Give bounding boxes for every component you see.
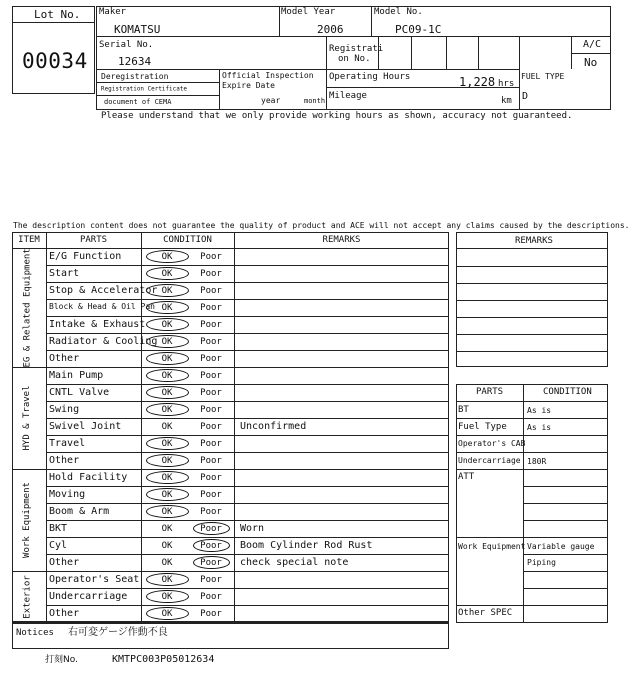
work-equipment-label: Work Equipment xyxy=(458,542,526,551)
poor-option[interactable]: Poor xyxy=(200,473,222,483)
poor-option[interactable]: Poor xyxy=(200,371,222,381)
hrs-unit: hrs xyxy=(498,79,515,89)
part-name: Swivel Joint xyxy=(49,421,122,432)
right-cond-bt: As is xyxy=(527,406,552,415)
stamp-number: KMTPC003P05012634 xyxy=(112,654,215,665)
ac-label: A/C xyxy=(583,39,602,50)
part-name: Boom & Arm xyxy=(49,506,110,517)
lot-number: 00034 xyxy=(22,49,88,73)
poor-option[interactable]: Poor xyxy=(200,286,222,296)
mileage-label: Mileage xyxy=(329,91,367,101)
row-divider xyxy=(46,384,449,385)
group-label: Work Equipment xyxy=(22,482,32,558)
remark-text: check special note xyxy=(240,557,349,568)
poor-option[interactable]: Poor xyxy=(200,439,222,449)
ok-selected-circle xyxy=(146,437,189,450)
ok-option[interactable]: OK xyxy=(161,558,173,568)
operating-hours-label: Operating Hours xyxy=(329,72,411,82)
row-divider xyxy=(46,588,449,589)
row-divider xyxy=(46,503,449,504)
model-no-value: PC09-1C xyxy=(395,23,442,36)
right-part-undercarriage: Undercarriage xyxy=(458,456,521,465)
poor-option[interactable]: Poor xyxy=(200,575,222,585)
serial-label: Serial No. xyxy=(99,40,154,50)
work-equipment-value-2: Piping xyxy=(527,558,556,567)
ok-selected-circle xyxy=(146,301,189,314)
row-divider xyxy=(46,316,449,317)
ok-option[interactable]: OK xyxy=(161,490,173,500)
ok-selected-circle xyxy=(146,386,189,399)
column-divider xyxy=(46,232,47,622)
ok-option[interactable]: OK xyxy=(161,371,173,381)
cema-label: document of CEMA xyxy=(104,98,172,106)
ok-selected-circle xyxy=(146,335,189,348)
part-name: Stop & Accelerator xyxy=(49,285,158,296)
header-parts: PARTS xyxy=(79,235,108,245)
ac-value: No xyxy=(584,56,598,69)
poor-selected-circle xyxy=(193,556,230,569)
remark-text: Worn xyxy=(240,523,265,534)
ok-option[interactable]: OK xyxy=(161,507,173,517)
remark-text: Boom Cylinder Rod Rust xyxy=(240,540,373,551)
part-name: CNTL Valve xyxy=(49,387,110,398)
row-divider xyxy=(46,486,449,487)
operating-hours-value: 1,228 xyxy=(459,75,496,89)
group-label: Exterior xyxy=(22,574,32,619)
registration-label-2: on No. xyxy=(338,54,371,64)
header-remarks: REMARKS xyxy=(322,235,361,245)
ok-selected-circle xyxy=(146,369,189,382)
ok-selected-circle xyxy=(146,488,189,501)
part-name: Swing xyxy=(49,404,80,415)
part-name: Other xyxy=(49,353,80,364)
row-divider xyxy=(46,452,449,453)
part-name: Other xyxy=(49,557,80,568)
poor-option[interactable]: Poor xyxy=(200,303,222,313)
inspection-label-1: Official Inspection xyxy=(222,71,314,80)
part-name: Travel xyxy=(49,438,86,449)
ok-option[interactable]: OK xyxy=(161,354,173,364)
ok-selected-circle xyxy=(146,403,189,416)
remark-text: Unconfirmed xyxy=(240,421,307,432)
row-divider xyxy=(46,350,449,351)
part-name: Hold Facility xyxy=(49,472,128,483)
ok-option[interactable]: OK xyxy=(161,592,173,602)
poor-selected-circle xyxy=(193,522,230,535)
poor-option[interactable]: Poor xyxy=(200,252,222,262)
row-divider xyxy=(46,265,449,266)
right-cond-fuel: As is xyxy=(527,423,552,432)
ok-selected-circle xyxy=(146,505,189,518)
ok-option[interactable]: OK xyxy=(161,252,173,262)
lot-divider xyxy=(12,22,95,23)
lot-label: Lot No. xyxy=(34,8,81,21)
registration-certificate-label: Registration Certificate xyxy=(101,85,187,92)
part-name: Operator's Seat xyxy=(49,574,140,585)
disclaimer: The description content does not guarantee the quality of product and ACE will not accept any claims caused by the descriptions. xyxy=(13,221,630,230)
ok-selected-circle xyxy=(146,318,189,331)
row-divider xyxy=(46,554,449,555)
month-label: month xyxy=(304,97,326,105)
part-name: BKT xyxy=(49,523,68,534)
inspection-label-2: Expire Date xyxy=(222,81,275,90)
ok-option[interactable]: OK xyxy=(161,286,173,296)
maker-value: KOMATSU xyxy=(114,23,161,36)
ok-option[interactable]: OK xyxy=(161,609,173,619)
fuel-type-value: D xyxy=(522,91,529,102)
ok-selected-circle xyxy=(146,607,189,620)
hours-note: Please understand that we only provide working hours as shown, accuracy not guaranteed. xyxy=(101,111,573,121)
ok-option[interactable]: OK xyxy=(161,422,173,432)
fuel-type-label: FUEL TYPE xyxy=(521,72,565,81)
part-name: Block & Head & Oil Pan xyxy=(49,302,155,311)
stamp-label: 打刻No. xyxy=(45,655,78,665)
row-divider xyxy=(46,418,449,419)
ok-option[interactable]: OK xyxy=(161,388,173,398)
serial-value: 12634 xyxy=(118,55,152,68)
row-divider xyxy=(12,367,449,368)
right-remarks-header: REMARKS xyxy=(515,236,553,246)
poor-option[interactable]: Poor xyxy=(200,507,222,517)
ok-option[interactable]: OK xyxy=(161,439,173,449)
ok-option[interactable]: OK xyxy=(161,303,173,313)
row-divider xyxy=(46,605,449,606)
poor-option[interactable]: Poor xyxy=(200,337,222,347)
part-name: Cyl xyxy=(49,540,68,551)
poor-option[interactable]: Poor xyxy=(200,405,222,415)
group-label: EG & Related Equipment xyxy=(22,247,32,367)
poor-option[interactable]: Poor xyxy=(200,269,222,279)
poor-option[interactable]: Poor xyxy=(200,456,222,466)
ok-selected-circle xyxy=(146,250,189,263)
part-name: Start xyxy=(49,268,80,279)
poor-option[interactable]: Poor xyxy=(200,524,222,534)
part-name: Main Pump xyxy=(49,370,104,381)
poor-option[interactable]: Poor xyxy=(200,422,222,432)
other-spec-label: Other SPEC xyxy=(458,608,513,618)
ok-option[interactable]: OK xyxy=(161,337,173,347)
right-parts-header: PARTS xyxy=(476,387,504,397)
poor-option[interactable]: Poor xyxy=(200,388,222,398)
ok-option[interactable]: OK xyxy=(161,456,173,466)
poor-option[interactable]: Poor xyxy=(200,609,222,619)
ok-option[interactable]: OK xyxy=(161,575,173,585)
notices-text: 右可変ゲージ作動不良 xyxy=(68,627,168,638)
ok-option[interactable]: OK xyxy=(161,320,173,330)
work-equipment-value-1: Variable gauge xyxy=(527,542,595,551)
table-header-divider xyxy=(12,248,449,249)
right-part-cab: Operator's CAB xyxy=(458,439,526,448)
right-cond-undercarriage: 180R xyxy=(527,457,547,466)
ok-option[interactable]: OK xyxy=(161,269,173,279)
poor-option[interactable]: Poor xyxy=(200,592,222,602)
km-unit: km xyxy=(501,96,512,106)
header-item: ITEM xyxy=(18,235,40,245)
right-part-fuel: Fuel Type xyxy=(458,422,507,432)
part-name: Intake & Exhaust xyxy=(49,319,146,330)
poor-option[interactable]: Poor xyxy=(200,354,222,364)
part-name: Radiator & Cooling xyxy=(49,336,158,347)
att-label: ATT xyxy=(458,472,475,482)
part-name: Other xyxy=(49,608,80,619)
model-year-value: 2006 xyxy=(317,23,344,36)
poor-option[interactable]: Poor xyxy=(200,558,222,568)
ok-selected-circle xyxy=(146,284,189,297)
poor-option[interactable]: Poor xyxy=(200,320,222,330)
deregistration-label: Deregistration xyxy=(101,72,169,81)
ok-selected-circle xyxy=(146,471,189,484)
part-name: Undercarriage xyxy=(49,591,128,602)
ok-selected-circle xyxy=(146,590,189,603)
right-condition-header: CONDITION xyxy=(543,387,592,397)
row-divider xyxy=(46,520,449,521)
ok-selected-circle xyxy=(146,573,189,586)
model-no-label: Model No. xyxy=(374,7,423,17)
right-part-bt: BT xyxy=(458,405,469,415)
ok-selected-circle xyxy=(146,454,189,467)
year-label: year xyxy=(261,96,281,105)
row-divider xyxy=(12,571,449,572)
ok-option[interactable]: OK xyxy=(161,524,173,534)
maker-label: Maker xyxy=(99,7,127,17)
poor-selected-circle xyxy=(193,539,230,552)
group-label: HYD & Travel xyxy=(22,385,32,451)
row-divider xyxy=(46,299,449,300)
row-divider xyxy=(46,282,449,283)
ok-option[interactable]: OK xyxy=(161,541,173,551)
part-name: E/G Function xyxy=(49,251,122,262)
registration-label-1: Registrati xyxy=(329,44,384,54)
model-year-label: Model Year xyxy=(281,7,336,17)
row-divider xyxy=(12,469,449,470)
part-name: Moving xyxy=(49,489,86,500)
row-divider xyxy=(46,537,449,538)
header-condition: CONDITION xyxy=(163,235,212,245)
ok-selected-circle xyxy=(146,352,189,365)
ok-option[interactable]: OK xyxy=(161,405,173,415)
poor-option[interactable]: Poor xyxy=(200,490,222,500)
ok-selected-circle xyxy=(146,267,189,280)
part-name: Other xyxy=(49,455,80,466)
row-divider xyxy=(46,401,449,402)
row-divider xyxy=(46,333,449,334)
notices-label: Notices xyxy=(16,628,54,638)
row-divider xyxy=(46,435,449,436)
poor-option[interactable]: Poor xyxy=(200,541,222,551)
ok-option[interactable]: OK xyxy=(161,473,173,483)
column-divider xyxy=(234,232,235,622)
